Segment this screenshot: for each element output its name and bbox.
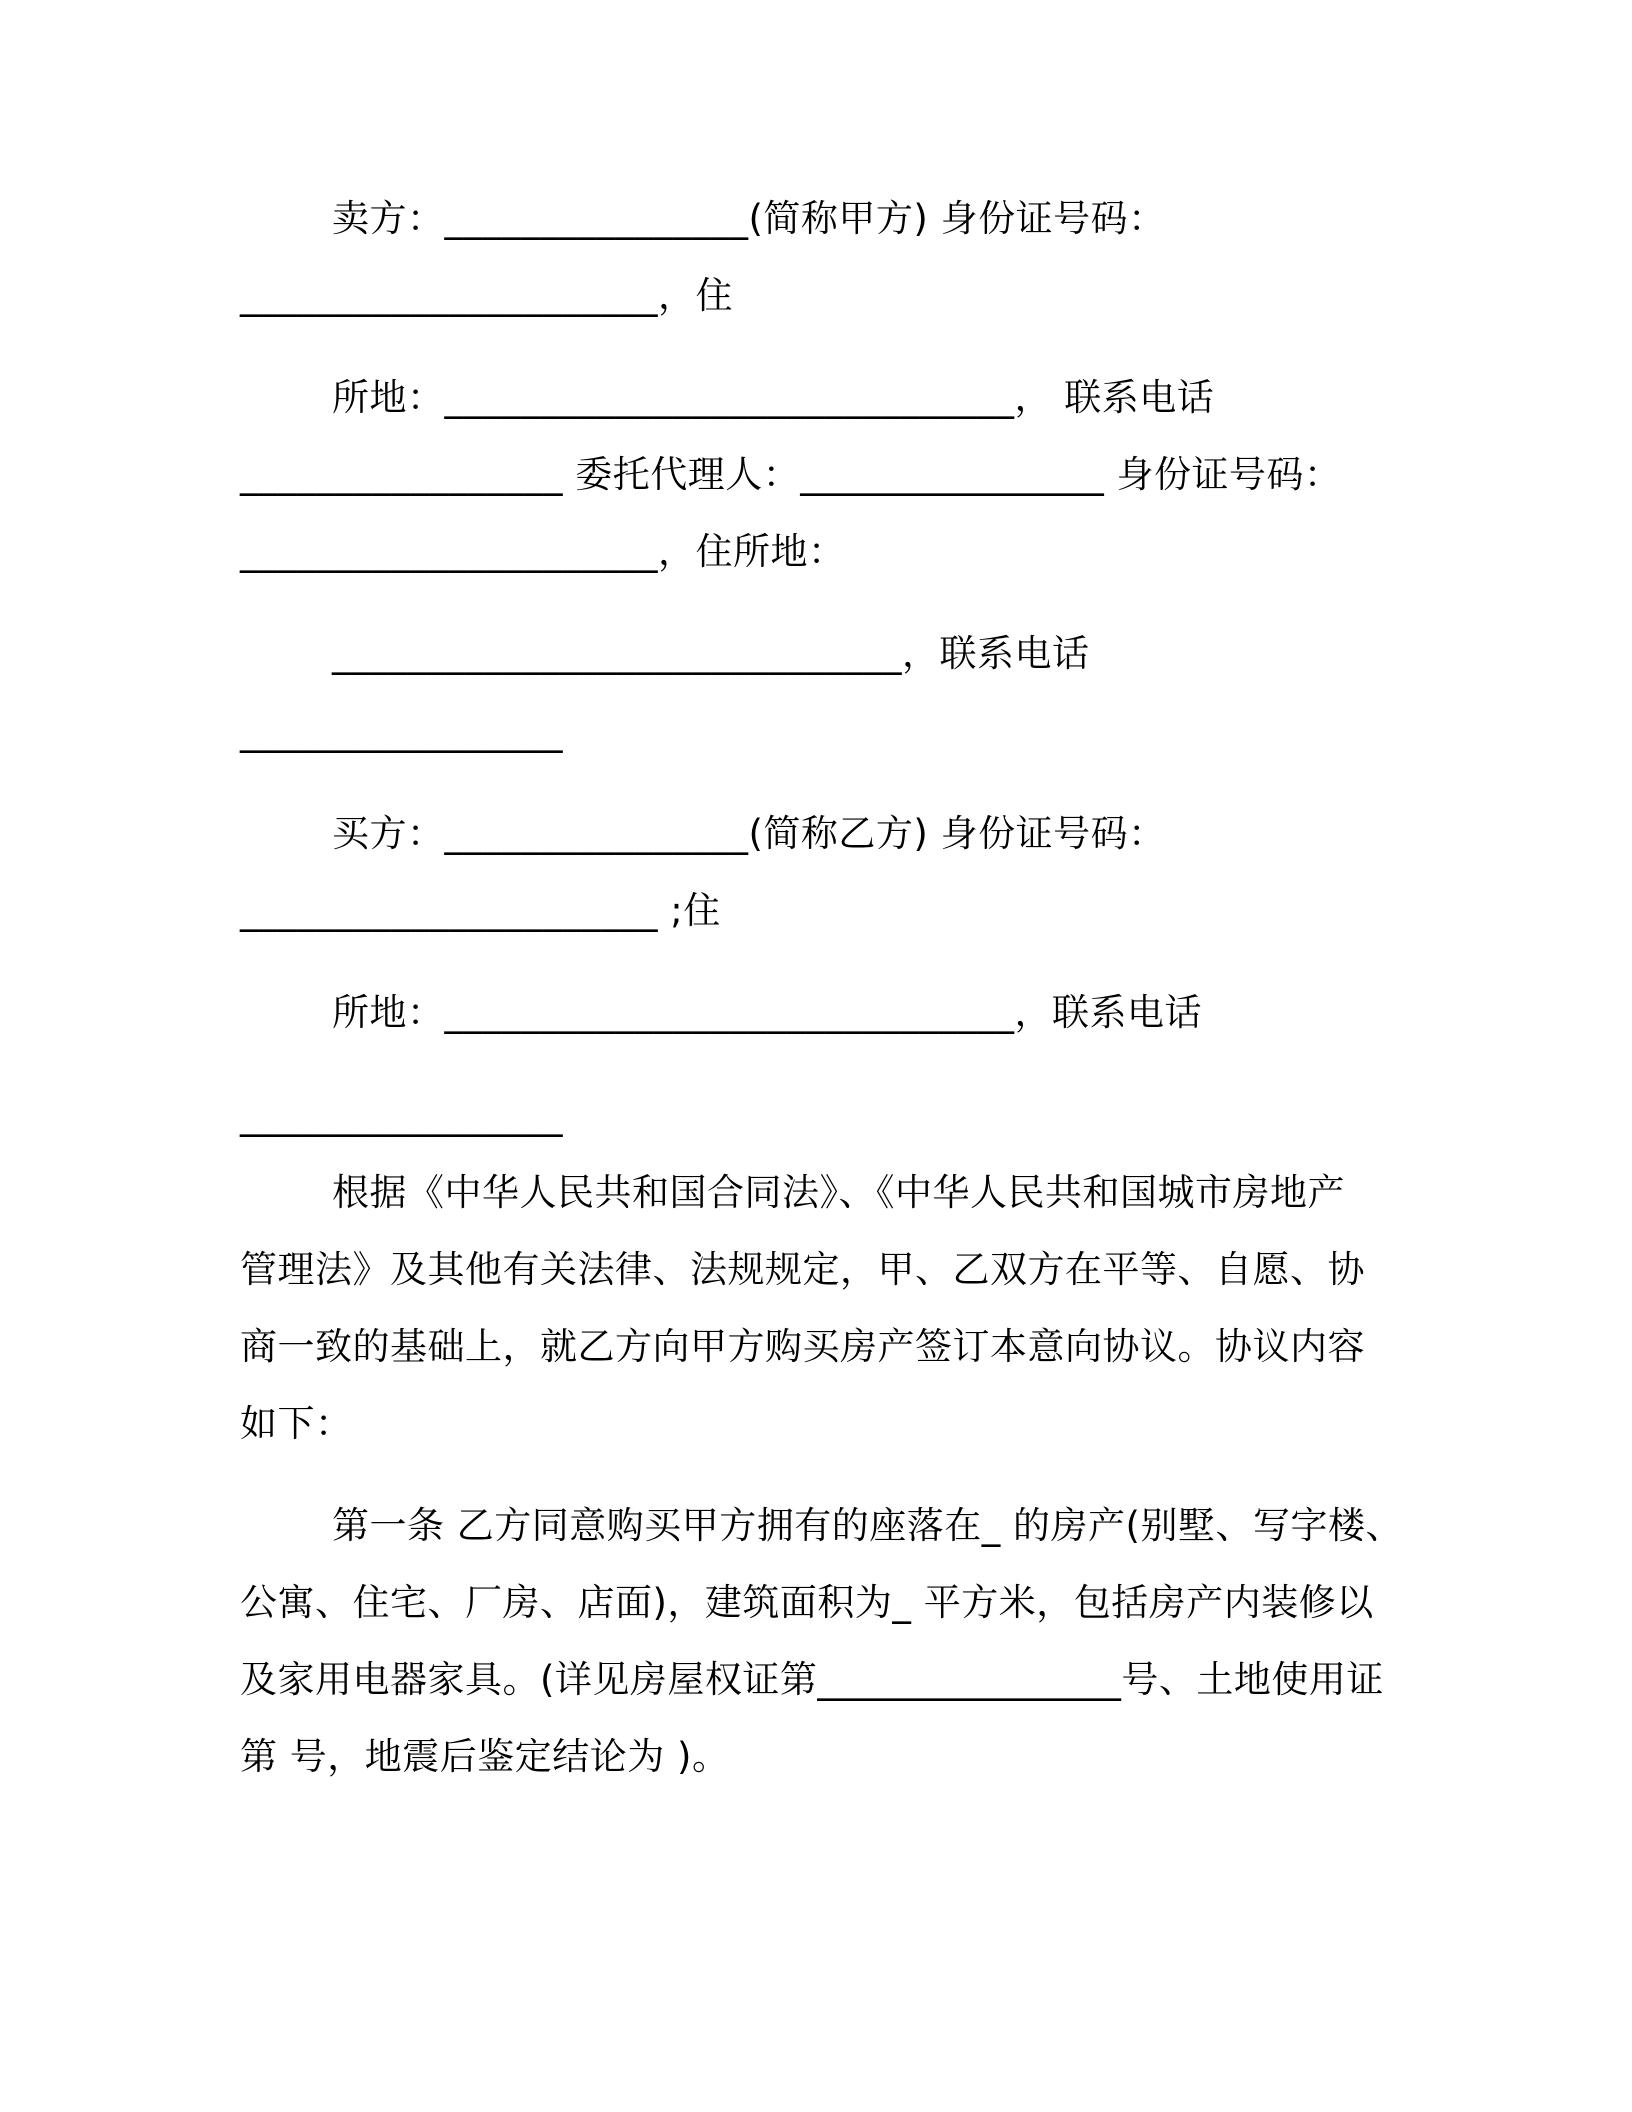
seller-line-2: ______________________，住: [240, 274, 733, 317]
seller-line-7: _________________: [240, 710, 563, 753]
seller-agent-line: _________________ 委托代理人：________________ 身份证号码：: [240, 453, 1342, 496]
seller-line-6: ______________________________，联系电话: [332, 632, 1090, 675]
buyer-line-2: ______________________ ;住: [240, 889, 721, 932]
preamble-line-4: 如下：: [240, 1402, 353, 1445]
article-one-line-2: 公寓、住宅、厂房、店面)，建筑面积为_ 平方米，包括房产内装修以: [240, 1581, 1374, 1624]
preamble-line-2: 管理法》及其他有关法律、法规规定，甲、乙双方在平等、自愿、协: [240, 1248, 1365, 1291]
buyer-line-3: 所地：______________________________，联系电话: [332, 991, 1202, 1034]
article-one-line-4: 第 号，地震后鉴定结论为 )。: [240, 1735, 730, 1778]
buyer-line-4: _________________: [240, 1094, 563, 1137]
article-one-line-1: 第一条 乙方同意购买甲方拥有的座落在_ 的房产(别墅、写字楼、: [332, 1504, 1403, 1547]
seller-line-3: 所地：______________________________， 联系电话: [332, 376, 1215, 419]
seller-line-5: ______________________，住所地：: [240, 530, 846, 573]
preamble-line-3: 商一致的基础上，就乙方向甲方购买房产签订本意向协议。协议内容: [240, 1325, 1365, 1368]
buyer-line-1: 买方：________________(简称乙方) 身份证号码：: [332, 812, 1166, 855]
preamble-line-1: 根据《中华人民共和国合同法》、《中华人民共和国城市房地产: [332, 1171, 1345, 1214]
article-one-line-3: 及家用电器家具。(详见房屋权证第________________号、土地使用证: [240, 1658, 1384, 1701]
seller-line-1: 卖方：________________(简称甲方) 身份证号码：: [332, 197, 1166, 240]
